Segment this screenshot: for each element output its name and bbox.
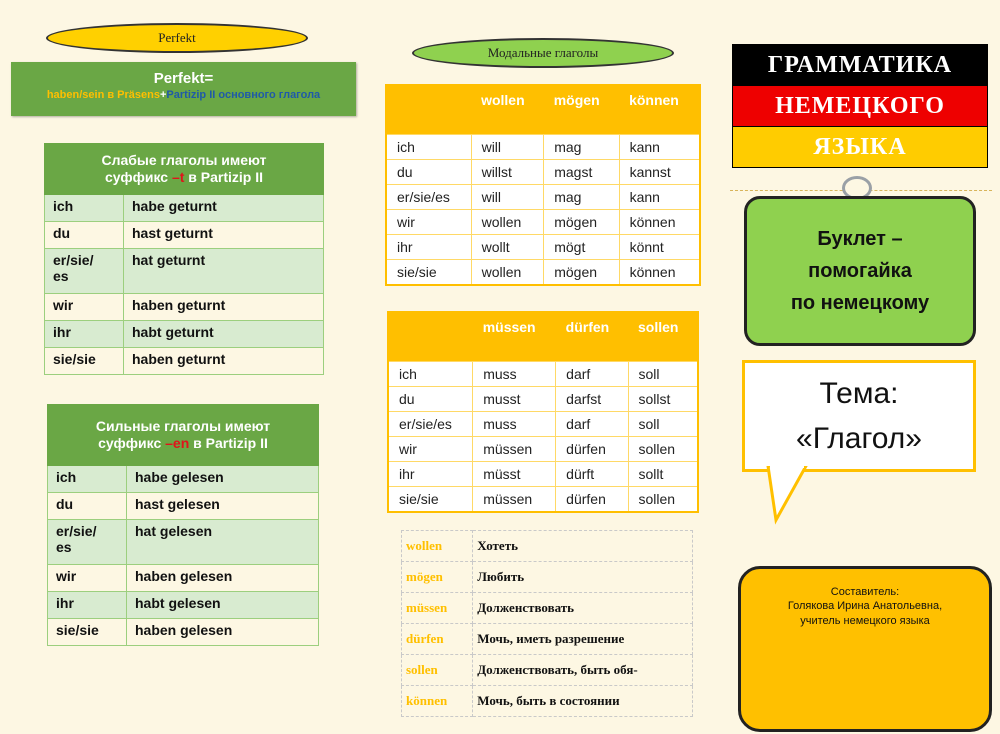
strong-verbs-header: [48, 405, 319, 466]
pronoun-cell: ihr: [45, 321, 124, 348]
table-row: [48, 493, 319, 520]
verb-form-cell: habt geturnt: [124, 321, 324, 348]
conjugation-cell: muss: [473, 412, 556, 437]
strong-header-line3: в Partizip II: [189, 435, 268, 451]
modal-header-cell: dürfen: [556, 312, 628, 362]
german-verb: sollen: [402, 655, 473, 686]
weak-verbs-table: [44, 143, 324, 375]
translation-row: [402, 531, 693, 562]
conjugation-cell: mag: [544, 185, 619, 210]
pronoun-cell: sie/sie: [388, 487, 473, 513]
translation-row: [402, 593, 693, 624]
title-line-2: НЕМЕЦКОГО: [732, 86, 988, 126]
strong-header-line2: суффикс: [98, 435, 166, 451]
pronoun-cell: ihr: [388, 462, 473, 487]
russian-translation: Мочь, иметь разрешение: [473, 624, 693, 655]
booklet-line-3: по немецкому: [790, 292, 930, 314]
conjugation-cell: darf: [556, 412, 628, 437]
conjugation-cell: sollt: [628, 462, 698, 487]
pronoun-cell: ich: [45, 195, 124, 222]
pronoun-cell: ihr: [48, 592, 127, 619]
pronoun-cell: er/sie/es: [386, 185, 471, 210]
topic-callout: [742, 360, 976, 472]
pronoun-cell: ich: [48, 466, 127, 493]
conjugation-cell: kannst: [619, 160, 700, 185]
conjugation-cell: mögen: [544, 260, 619, 286]
author-card: [738, 566, 992, 732]
verb-form-cell: haben gelesen: [127, 565, 319, 592]
modal-header-cell: sollen: [628, 312, 698, 362]
weak-header-line1: Слабые глаголы имеют: [101, 151, 267, 168]
conjugation-cell: können: [619, 210, 700, 235]
modal-header-cell: [386, 85, 471, 135]
table-row: [45, 321, 324, 348]
verb-form-cell: hat geturnt: [124, 249, 324, 294]
conjugation-cell: magst: [544, 160, 619, 185]
conjugation-cell: sollen: [628, 487, 698, 513]
formula-plus: +: [159, 89, 167, 101]
conjugation-cell: soll: [628, 412, 698, 437]
russian-translation: Долженствовать, быть обя-: [473, 655, 693, 686]
conjugation-cell: wollen: [471, 210, 544, 235]
author-position: учитель немецкого языка: [800, 614, 930, 627]
conjugation-cell: müssen: [473, 437, 556, 462]
modal-table-1: [385, 84, 701, 286]
modal-header-cell: können: [619, 85, 700, 135]
translation-table: [401, 530, 693, 717]
conjugation-cell: will: [471, 185, 544, 210]
table-row: [45, 249, 324, 294]
conjugation-cell: sollen: [628, 437, 698, 462]
modal-header-row: [386, 85, 700, 135]
translation-row: [402, 655, 693, 686]
conjugation-cell: könnt: [619, 235, 700, 260]
callout-tail: [766, 466, 816, 526]
table-row: [386, 210, 700, 235]
pronoun-cell: ich: [388, 362, 473, 387]
table-row: [45, 195, 324, 222]
booklet-line-2: помогайка: [808, 260, 912, 282]
conjugation-cell: kann: [619, 135, 700, 160]
modal-header-cell: müssen: [473, 312, 556, 362]
pronoun-cell: du: [386, 160, 471, 185]
table-row: [386, 235, 700, 260]
table-row: [388, 412, 698, 437]
pronoun-cell: er/sie/es: [388, 412, 473, 437]
title-line-1: ГРАММАТИКА: [732, 44, 988, 86]
table-row: [45, 294, 324, 321]
translation-row: [402, 562, 693, 593]
pronoun-cell: wir: [388, 437, 473, 462]
conjugation-cell: mögt: [544, 235, 619, 260]
verb-form-cell: haben geturnt: [124, 348, 324, 375]
title-flag: [732, 44, 988, 168]
conjugation-cell: mag: [544, 135, 619, 160]
perfekt-oval: [46, 23, 308, 53]
conjugation-cell: sollst: [628, 387, 698, 412]
pronoun-cell: ihr: [386, 235, 471, 260]
table-row: [48, 565, 319, 592]
booklet-card: [744, 196, 976, 346]
pronoun-cell: er/sie/ es: [45, 249, 124, 294]
title-line-3: ЯЗЫКА: [732, 126, 988, 168]
topic-line-2: «Глагол»: [796, 422, 922, 455]
weak-verbs-header: [45, 144, 324, 195]
weak-header-line3: в Partizip II: [184, 169, 264, 185]
german-verb: mögen: [402, 562, 473, 593]
conjugation-cell: willst: [471, 160, 544, 185]
table-row: [45, 348, 324, 375]
pronoun-cell: du: [388, 387, 473, 412]
pronoun-cell: er/sie/ es: [48, 520, 127, 565]
conjugation-cell: muss: [473, 362, 556, 387]
pronoun-cell: du: [48, 493, 127, 520]
weak-suffix: –t: [171, 169, 185, 185]
modal-header-cell: [388, 312, 473, 362]
weak-header-line2: суффикс: [104, 169, 172, 185]
table-row: [48, 466, 319, 493]
conjugation-cell: darfst: [556, 387, 628, 412]
conjugation-cell: will: [471, 135, 544, 160]
author-name: Голякова Ирина Анатольевна,: [787, 600, 943, 613]
table-row: [388, 487, 698, 513]
russian-translation: Хотеть: [473, 531, 693, 562]
table-row: [386, 185, 700, 210]
conjugation-cell: dürft: [556, 462, 628, 487]
conjugation-cell: können: [619, 260, 700, 286]
pronoun-cell: du: [45, 222, 124, 249]
translation-row: [402, 686, 693, 717]
strong-header-line1: Сильные глаголы имеют: [95, 417, 271, 434]
booklet-line-1: Буклет –: [817, 228, 903, 250]
verb-form-cell: hast geturnt: [124, 222, 324, 249]
table-row: [386, 160, 700, 185]
pronoun-cell: ich: [386, 135, 471, 160]
translation-row: [402, 624, 693, 655]
conjugation-cell: dürfen: [556, 437, 628, 462]
conjugation-cell: wollt: [471, 235, 544, 260]
verb-form-cell: habe gelesen: [127, 466, 319, 493]
pronoun-cell: sie/sie: [45, 348, 124, 375]
pronoun-cell: sie/sie: [386, 260, 471, 286]
table-row: [45, 222, 324, 249]
pronoun-cell: sie/sie: [48, 619, 127, 646]
perfekt-oval-label: Perfekt: [158, 30, 196, 45]
author-label: Составитель:: [830, 586, 900, 598]
pronoun-cell: wir: [386, 210, 471, 235]
conjugation-cell: wollen: [471, 260, 544, 286]
strong-verbs-table: [47, 404, 319, 646]
formula-auxiliary: haben/sein в Präsens: [46, 89, 160, 101]
pronoun-cell: wir: [48, 565, 127, 592]
german-verb: können: [402, 686, 473, 717]
table-row: [48, 592, 319, 619]
verb-form-cell: hast gelesen: [127, 493, 319, 520]
russian-translation: Любить: [473, 562, 693, 593]
modal-header-cell: mögen: [544, 85, 619, 135]
pronoun-cell: wir: [45, 294, 124, 321]
formula-participle: Partizip II основного глагола: [166, 89, 321, 101]
russian-translation: Мочь, быть в состоянии: [473, 686, 693, 717]
german-verb: dürfen: [402, 624, 473, 655]
conjugation-cell: mögen: [544, 210, 619, 235]
verb-form-cell: haben gelesen: [127, 619, 319, 646]
table-row: [388, 437, 698, 462]
conjugation-cell: müssen: [473, 487, 556, 513]
table-row: [388, 362, 698, 387]
german-verb: wollen: [402, 531, 473, 562]
verb-form-cell: haben geturnt: [124, 294, 324, 321]
modal-verbs-oval: [412, 38, 674, 68]
table-row: [48, 619, 319, 646]
german-verb: müssen: [402, 593, 473, 624]
perfekt-formula-box: [11, 62, 356, 116]
conjugation-cell: müsst: [473, 462, 556, 487]
conjugation-cell: soll: [628, 362, 698, 387]
strong-suffix: –en: [165, 435, 190, 451]
verb-form-cell: hat gelesen: [127, 520, 319, 565]
modal-table-2: [387, 311, 699, 513]
russian-translation: Долженствовать: [473, 593, 693, 624]
table-row: [48, 520, 319, 565]
conjugation-cell: musst: [473, 387, 556, 412]
table-row: [386, 260, 700, 286]
perfekt-title: Perfekt=: [153, 70, 214, 87]
table-row: [386, 135, 700, 160]
modal-header-row: [388, 312, 698, 362]
verb-form-cell: habe geturnt: [124, 195, 324, 222]
table-row: [388, 462, 698, 487]
verb-form-cell: habt gelesen: [127, 592, 319, 619]
conjugation-cell: kann: [619, 185, 700, 210]
modal-oval-label: Модальные глаголы: [487, 45, 599, 60]
topic-line-1: Тема:: [819, 377, 899, 410]
conjugation-cell: dürfen: [556, 487, 628, 513]
modal-header-cell: wollen: [471, 85, 544, 135]
table-row: [388, 387, 698, 412]
perfekt-formula: [11, 89, 356, 101]
conjugation-cell: darf: [556, 362, 628, 387]
